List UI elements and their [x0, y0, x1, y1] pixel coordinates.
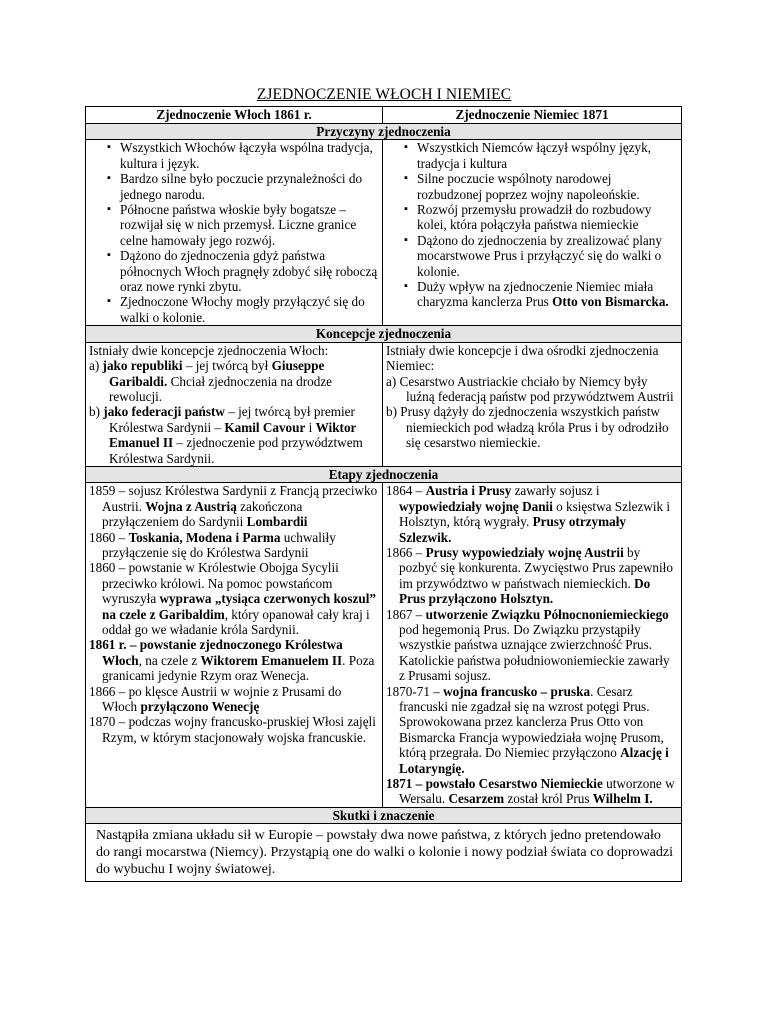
list-item: ▪ Zjednoczone Włochy mogły przyłączyć się do walki o kolonie. — [107, 294, 379, 325]
list-item: 1870-71 – wojna francusko – pruska. Cesarz francuski nie zgadzał się na wzrost potęgi Prus. Sprowokowana przez kanclerza Prus Otto von Bismarcka Francja wypowiedziała wojnę Prusom, którą przegrała. Do Niemiec przyłączono Alzację i Lotaryngię. — [386, 683, 669, 776]
list-item: ▪ Wszystkich Niemców łączył wspólny język, tradycja i kultura — [404, 140, 678, 171]
list-item: 1870 – podczas wojny francusko-pruskiej Włosi zajęli Rzym, w którym stacjonowały wojska francuskie. — [89, 714, 376, 745]
list-item: ▪ Wszystkich Włochów łączyła wspólna tradycja, kultura i język. — [107, 140, 379, 171]
list-item: 1859 – sojusz Królestwa Sardynii z Francją przeciwko Austrii. Wojna z Austrią zakończona przyłączeniem do Sardynii Lombardii — [89, 483, 378, 530]
list-item: ▪ Rozwój przemysłu prowadził do rozbudowy kolei, która połączyła państwa niemieckie — [404, 202, 678, 233]
koncepcje-italy-intro: Istniały dwie koncepcje zjednoczenia Włoch: — [89, 342, 329, 358]
column-header-italy: Zjednoczenie Włoch 1861 r. — [86, 107, 383, 124]
list-item: ▪ Północne państwa włoskie były bogatsze – rozwijał się w nich przemysł. Liczne granice celne hamowały jego rozwój. — [107, 202, 379, 248]
koncepcje-italy-a: a) jako republiki – jej twórcą był Giuseppe Garibaldi. Chciał zjednoczenia na drodze rewolucji. — [89, 358, 333, 404]
list-item: 1866 – po klęsce Austrii w wojnie z Prusami do Włoch przyłączono Wenecję — [89, 683, 342, 715]
etapy-italy — [86, 483, 383, 808]
przyczyny-germany — [383, 140, 682, 326]
section-header-etapy: Etapy zjednoczenia — [86, 466, 682, 482]
koncepcje-italy — [86, 342, 383, 466]
list-item: ▪ Bardzo silne było poczucie przynależności do jednego narodu. — [107, 171, 379, 202]
list-item: 1864 – Austria i Prusy zawarły sojusz i wypowiedziały wojnę Danii o księstwa Szlezwik i Holsztyn, którą wygrały. Prusy otrzymały Szlezwik. — [386, 483, 671, 545]
column-header-germany: Zjednoczenie Niemiec 1871 — [383, 107, 682, 124]
list-item: 1866 – Prusy wypowiedziały wojnę Austrii by pozbyć się konkurenta. Zwycięstwo Prus zapewniło im przywództwo w państwach niemieckich. Do Prus przyłączono Holsztyn. — [386, 544, 673, 607]
skutki-row — [86, 824, 682, 882]
list-item: 1860 – Toskania, Modena i Parma uchwaliły przyłączenie się do Królestwa Sardynii — [89, 529, 336, 560]
koncepcje-germany-intro: Istniały dwie koncepcje i dwa ośrodki zjednoczenia Niemiec: — [386, 342, 659, 374]
comparison-table — [85, 106, 682, 882]
list-item: 1861 r. – powstanie zjednoczonego Królestwa Włoch, na czele z Wiktorem Emanuelem II. Poza granicami jedynie Rzym oraz Wenecja. — [89, 637, 375, 684]
page-title: ZJEDNOCZENIE WŁOCH I NIEMIEC — [256, 86, 512, 103]
przyczyny-italy — [86, 140, 383, 326]
koncepcje-germany — [383, 342, 682, 466]
section-header-koncepcje: Koncepcje zjednoczenia — [86, 326, 682, 342]
koncepcje-germany-b: b) Prusy dążyły do zjednoczenia wszystkich państw niemieckich pod władzą króla Prus i by odrodziło się cesarstwo niemieckie. — [386, 404, 669, 451]
przyczyny-row — [86, 140, 682, 326]
section-header-przyczyny: Przyczyny zjednoczenia — [86, 124, 682, 140]
koncepcje-italy-b: b) jako federacji państw – jej twórcą był premier Królestwa Sardynii – Kamil Cavour i Wiktor Emanuel II – zjednoczenie pod przywództwem Królestwa Sardynii. — [89, 404, 363, 466]
etapy-germany — [383, 483, 682, 808]
skutki-text: Nastąpiła zmiana układu sił w Europie – powstały dwa nowe państwa, z których jedno pretendowało do rangi mocarstwa (Niemcy). Przystąpią one do walki o kolonie i nowy podział świata co doprowadzi do wybuchu I wojny światowej. — [86, 824, 682, 882]
list-item: ▪ Dążono do zjednoczenia gdyż państwa północnych Włoch pragnęły zdobyć siłę roboczą oraz nowe rynki zbytu. — [107, 248, 379, 294]
list-item: ▪ Silne poczucie wspólnoty narodowej rozbudzonej poprzez wojny napoleońskie. — [404, 171, 678, 202]
koncepcje-row — [86, 342, 682, 466]
koncepcje-germany-a: a) Cesarstwo Austriackie chciało by Niemcy były luźną federacją państw pod przywództwem Austrii — [386, 373, 674, 404]
section-header-skutki: Skutki i znaczenie — [86, 807, 682, 823]
etapy-row — [86, 483, 682, 808]
list-item: 1860 – powstanie w Królestwie Obojga Sycylii przeciwko królowi. Na pomoc powstańcom wyruszyła wyprawa „tysiąca czerwonych koszul” na czele z Garibaldim, który opanował cały kraj i oddał go we władanie króla Sardynii. — [89, 560, 376, 637]
list-item: ▪ Dążono do zjednoczenia by zrealizować plany mocarstwowe Prus i przyłączyć się do walki o kolonie. — [404, 233, 678, 279]
list-item: 1871 – powstało Cesarstwo Niemieckie utworzone w Wersalu. Cesarzem został król Prus Wilhelm I. — [386, 776, 675, 807]
list-item: ▪ Duży wpływ na zjednoczenie Niemiec miała charyzma kanclerza Prus Otto von Bismarcka. — [404, 279, 678, 310]
list-item: 1867 – utworzenie Związku Północnoniemieckiego pod hegemonią Prus. Do Związku przystąpiły wszystkie państwa uznające zwierzchność Prus. Katolickie państwa południowoniemieckie zawarły z Prusami sojusz. — [386, 606, 670, 684]
